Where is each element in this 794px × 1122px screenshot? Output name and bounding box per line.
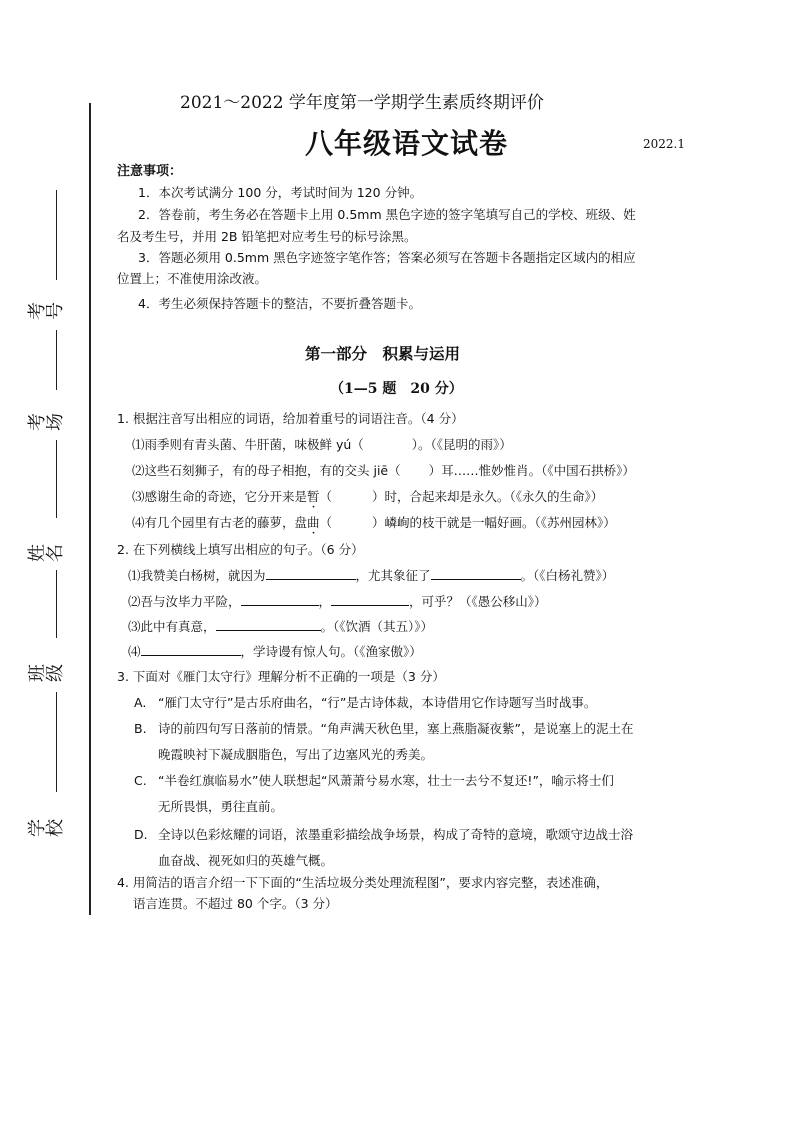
q2-item-4: ⑷ ，学诗谩有惊人句。（《渔家傲》） (128, 644, 422, 659)
note-4: 4．考生必须保持答题卡的整洁，不要折叠答题卡。 (138, 296, 421, 311)
q3-option-b-cont: 晚霞映衬下凝成胭脂色，写出了边塞风光的秀美。 (158, 747, 434, 762)
exam-room-label: 考场 (27, 413, 66, 431)
part1-title: 第一部分 积累与运用 (305, 345, 461, 363)
note-2b: 名及考生号，并用 2B 铅笔把对应考生号的标号涂黑。 (117, 229, 417, 244)
note-1: 1．本次考试满分 100 分，考试时间为 120 分钟。 (138, 185, 423, 200)
answer-blank[interactable] (216, 619, 321, 631)
q3-option-a: A. “雁门太守行”是古乐府曲名，“行”是古诗体裁，本诗借用它作诗题写当时战事。 (134, 695, 597, 710)
class-blank (56, 570, 57, 638)
answer-blank[interactable] (431, 568, 521, 580)
exam-no-blank (56, 190, 57, 280)
q4-stem-cont: 语言连贯。不超过 80 个字。（3 分） (133, 896, 338, 911)
paper-date: 2022.1 (643, 137, 685, 151)
q3-option-b: B. 诗的前四句写日落前的情景。“角声满天秋色里，塞上燕脂凝夜紫”，是说塞上的泥土在 (134, 721, 634, 736)
binding-line (89, 103, 91, 915)
part1-range: （1—5 题 20 分） (330, 381, 463, 397)
school-blank (56, 692, 57, 792)
q3-stem: 3. 下面对《雁门太守行》理解分析不正确的一项是（3 分） (117, 669, 445, 684)
note-2a: 2．答卷前，考生务必在答题卡上用 0.5mm 黑色字迹的签字笔填写自己的学校、班级、姓 (138, 207, 636, 222)
answer-blank[interactable] (241, 594, 319, 606)
name-label: 姓名 (27, 544, 66, 562)
answer-blank[interactable] (266, 568, 356, 580)
q2-item-3: ⑶此中有真意， 。（《饮酒（其五）》） (128, 619, 434, 634)
answer-blank[interactable] (141, 644, 241, 656)
q1-item-1: ⑴雨季则有青头菌、牛肝菌，味极鲜 yú（ ）。（《昆明的雨》） (132, 437, 512, 452)
q4-stem: 4. 用简洁的语言介绍一下下面的“生活垃圾分类处理流程图”，要求内容完整，表述准确， (117, 875, 609, 890)
q3-option-d-cont: 血奋战、视死如归的英雄气概。 (158, 853, 334, 868)
q2-stem: 2. 在下列横线上填写出相应的句子。（6 分） (117, 542, 364, 557)
school-label: 学校 (27, 819, 66, 837)
exam-no-label: 考号 (27, 302, 66, 320)
class-label: 班级 (27, 664, 66, 682)
exam-title: 2021～2022 学年度第一学期学生素质终期评价 (180, 93, 544, 113)
note-3b: 位置上；不准使用涂改液。 (117, 271, 268, 286)
answer-blank[interactable] (331, 594, 409, 606)
paper-title: 八年级语文试卷 (305, 127, 509, 160)
q3-option-c-cont: 无所畏惧，勇往直前。 (158, 799, 284, 814)
q3-option-c: C. “半卷红旗临易水”使人联想起“风萧萧兮易水寒，壮士一去兮不复还!”，喻示将士们 (134, 773, 614, 788)
q3-option-d: D. 全诗以色彩炫耀的词语，浓墨重彩描绘战争场景，构成了奇特的意境，歌颂守边战士浴 (134, 827, 634, 842)
q2-item-1: ⑴我赞美白杨树，就因为 ，尤其象征了 。（《白杨礼赞》） (128, 568, 615, 583)
name-blank (56, 440, 57, 518)
q1-item-4: ⑷有几个园里有古老的藤萝，盘曲（ ）嶙峋的枝干就是一幅好画。（《苏州园林》） (132, 515, 616, 530)
exam-room-blank (56, 330, 57, 390)
q1-item-2: ⑵这些石刻狮子，有的母子相抱，有的交头 jiē（ ）耳……惟妙惟肖。（《中国石拱桥》） (132, 463, 635, 478)
q1-item-3: ⑶感谢生命的奇迹，它分开来是暂（ ）时，合起来却是永久。（《永久的生命》） (132, 489, 604, 504)
notes-heading: 注意事项： (117, 164, 183, 179)
note-3a: 3．答题必须用 0.5mm 黑色字迹签字笔作答；答案必须写在答题卡各题指定区域内的相应 (138, 250, 636, 265)
q1-stem: 1. 根据注音写出相应的词语，给加着重号的词语注音。（4 分） (117, 411, 464, 426)
q2-item-2: ⑵吾与汝毕力平险， ， ，可乎？（《愚公移山》） (128, 594, 547, 609)
